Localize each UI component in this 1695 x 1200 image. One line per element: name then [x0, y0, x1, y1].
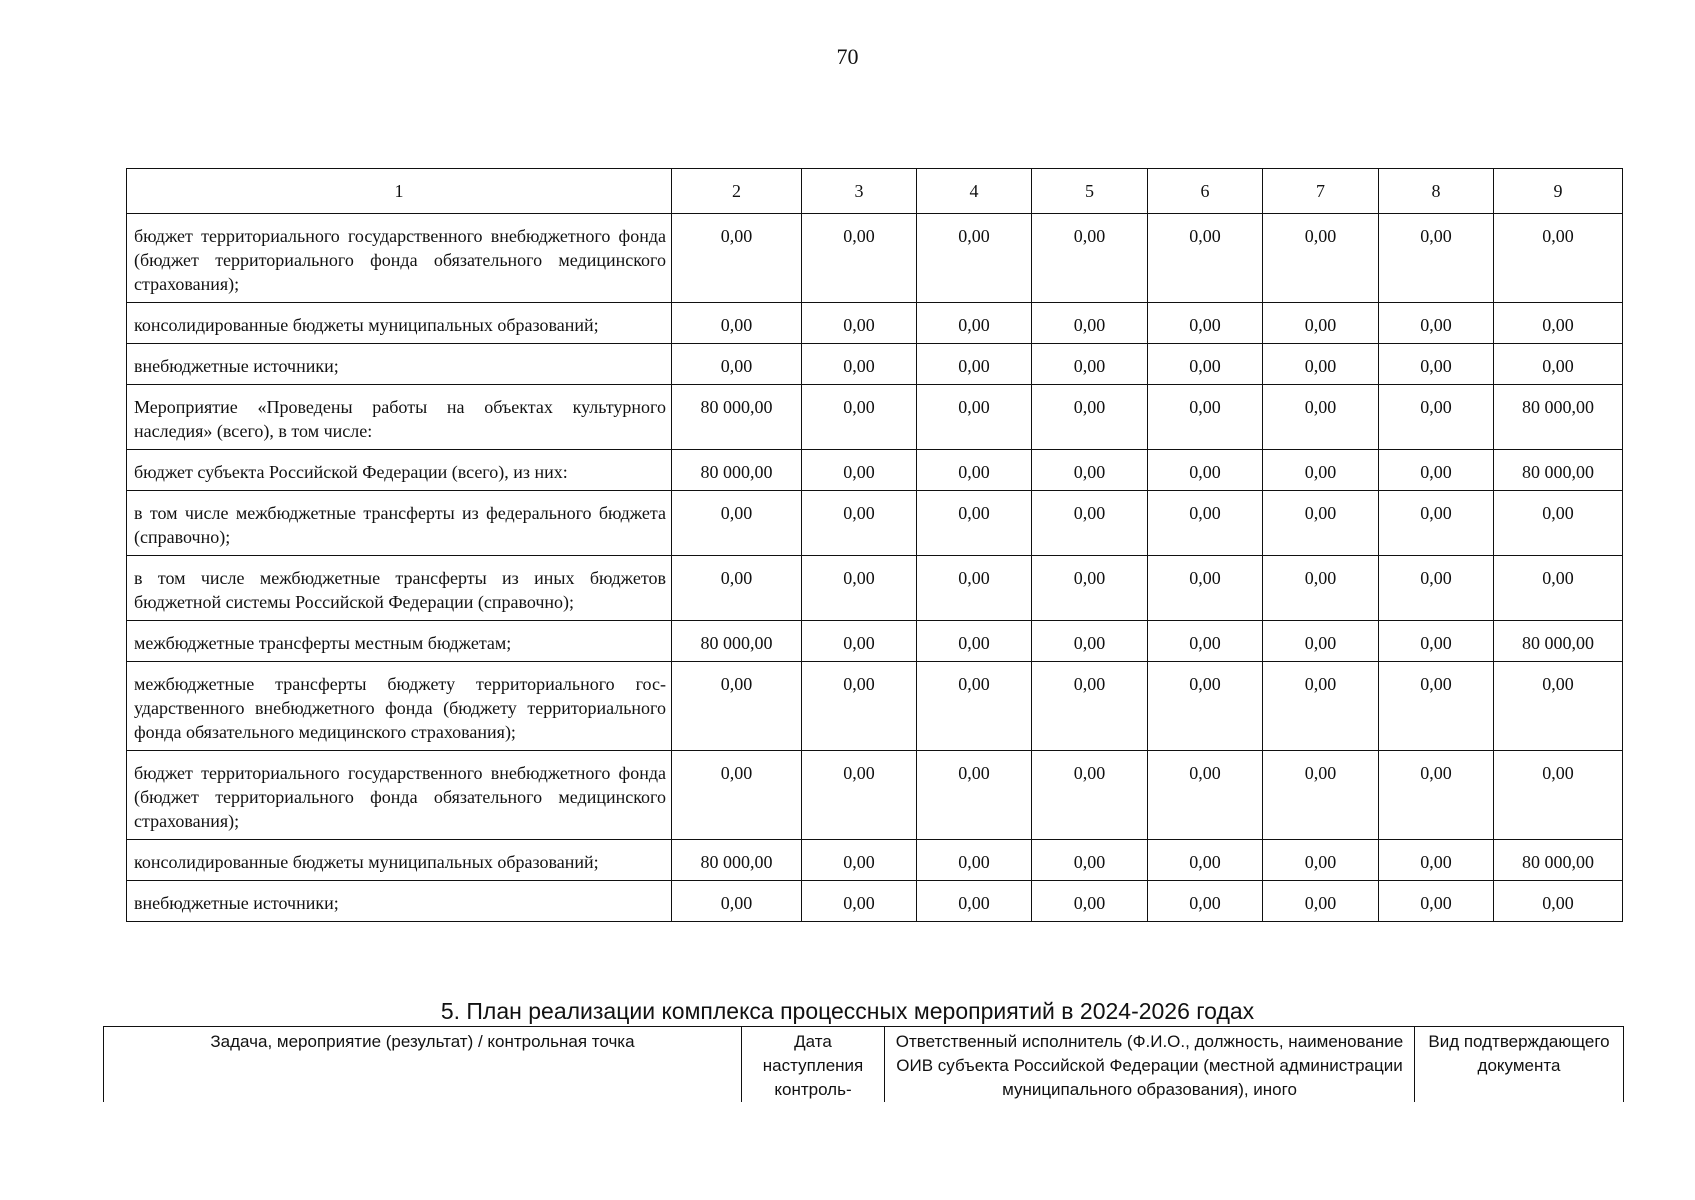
row-label: в том числе межбюджетные трансферты из федерального бюджета (справочно); — [127, 491, 672, 556]
value-cell: 0,00 — [1032, 344, 1148, 385]
value-cell: 0,00 — [1032, 621, 1148, 662]
value-cell: 0,00 — [1494, 344, 1623, 385]
row-label: Мероприятие «Проведены работы на объектах культурного наследия» (всего), в том числе: — [127, 385, 672, 450]
value-cell: 0,00 — [802, 621, 917, 662]
row-label: межбюджетные трансферты бюджету территориального государственного внебюджетного фонда (бюджету территориального фонда обязательного медицинского страхования); — [127, 662, 672, 751]
value-cell: 0,00 — [1379, 556, 1494, 621]
value-cell: 0,00 — [1263, 385, 1379, 450]
value-cell: 0,00 — [672, 556, 802, 621]
row-label: межбюджетные трансферты местным бюджетам; — [127, 621, 672, 662]
value-cell: 0,00 — [1032, 881, 1148, 922]
value-cell: 0,00 — [917, 385, 1032, 450]
section-title: 5. План реализации комплекса процессных мероприятий в 2024-2026 годах — [440, 998, 1255, 1024]
column-header: 8 — [1379, 169, 1494, 214]
value-cell: 0,00 — [1032, 491, 1148, 556]
value-cell: 0,00 — [1379, 344, 1494, 385]
table-row — [127, 344, 1623, 385]
value-cell: 0,00 — [672, 751, 802, 840]
budget-table — [126, 168, 1623, 922]
value-cell: 80 000,00 — [1494, 621, 1623, 662]
value-cell: 0,00 — [1148, 840, 1263, 881]
budget-table-body — [127, 214, 1623, 922]
row-label: консолидированные бюджеты муниципальных образований; — [127, 840, 672, 881]
value-cell: 0,00 — [1032, 450, 1148, 491]
value-cell: 0,00 — [1263, 840, 1379, 881]
value-cell: 0,00 — [1148, 621, 1263, 662]
table-row — [127, 214, 1623, 303]
table-row — [127, 662, 1623, 751]
value-cell: 0,00 — [1263, 621, 1379, 662]
table-row — [127, 303, 1623, 344]
plan-column-header: Дата наступления контроль- — [742, 1027, 885, 1103]
value-cell: 0,00 — [672, 881, 802, 922]
value-cell: 0,00 — [917, 881, 1032, 922]
value-cell: 0,00 — [1032, 556, 1148, 621]
value-cell: 0,00 — [672, 214, 802, 303]
value-cell: 0,00 — [672, 344, 802, 385]
table-row — [127, 840, 1623, 881]
value-cell: 80 000,00 — [1494, 385, 1623, 450]
table-row — [127, 556, 1623, 621]
column-header: 4 — [917, 169, 1032, 214]
value-cell: 0,00 — [1263, 751, 1379, 840]
row-label: бюджет субъекта Российской Федерации (всего), из них: — [127, 450, 672, 491]
value-cell: 0,00 — [1263, 556, 1379, 621]
value-cell: 0,00 — [802, 344, 917, 385]
value-cell: 80 000,00 — [1494, 840, 1623, 881]
value-cell: 0,00 — [1032, 751, 1148, 840]
value-cell: 0,00 — [1148, 303, 1263, 344]
table-row — [127, 491, 1623, 556]
column-header: 9 — [1494, 169, 1623, 214]
table-row — [127, 385, 1623, 450]
page-number: 70 — [836, 44, 859, 69]
budget-table-header-row — [127, 169, 1623, 214]
value-cell: 0,00 — [917, 751, 1032, 840]
row-label: бюджет территориального государственного внебюджетного фонда (бюджет территориального фонда обязательного медицинского страхования); — [127, 214, 672, 303]
value-cell: 0,00 — [1263, 881, 1379, 922]
value-cell: 0,00 — [802, 491, 917, 556]
row-label: в том числе межбюджетные трансферты из иных бюджетов бюджетной системы Российской Федерации (справочно); — [127, 556, 672, 621]
value-cell: 0,00 — [917, 556, 1032, 621]
value-cell: 0,00 — [1032, 385, 1148, 450]
value-cell: 0,00 — [1148, 491, 1263, 556]
value-cell: 0,00 — [1494, 881, 1623, 922]
plan-table — [103, 1026, 1624, 1102]
column-header: 3 — [802, 169, 917, 214]
value-cell: 0,00 — [1263, 303, 1379, 344]
value-cell: 0,00 — [1379, 621, 1494, 662]
value-cell: 0,00 — [1379, 840, 1494, 881]
value-cell: 0,00 — [1379, 303, 1494, 344]
column-header: 2 — [672, 169, 802, 214]
value-cell: 0,00 — [1494, 491, 1623, 556]
value-cell: 0,00 — [672, 303, 802, 344]
value-cell: 0,00 — [1379, 491, 1494, 556]
value-cell: 80 000,00 — [672, 621, 802, 662]
row-label: внебюджетные источники; — [127, 344, 672, 385]
value-cell: 0,00 — [802, 751, 917, 840]
value-cell: 0,00 — [802, 450, 917, 491]
plan-table-header-row — [104, 1027, 1624, 1103]
column-header: 1 — [127, 169, 672, 214]
value-cell: 0,00 — [1379, 662, 1494, 751]
value-cell: 0,00 — [1263, 662, 1379, 751]
value-cell: 0,00 — [1148, 214, 1263, 303]
value-cell: 0,00 — [1032, 303, 1148, 344]
value-cell: 0,00 — [1148, 556, 1263, 621]
value-cell: 0,00 — [1263, 491, 1379, 556]
value-cell: 0,00 — [802, 662, 917, 751]
column-header: 6 — [1148, 169, 1263, 214]
value-cell: 0,00 — [1494, 556, 1623, 621]
value-cell: 0,00 — [1379, 385, 1494, 450]
value-cell: 80 000,00 — [1494, 450, 1623, 491]
value-cell: 0,00 — [1148, 751, 1263, 840]
row-label: внебюджетные источники; — [127, 881, 672, 922]
value-cell: 0,00 — [917, 344, 1032, 385]
value-cell: 0,00 — [1032, 840, 1148, 881]
value-cell: 0,00 — [917, 450, 1032, 491]
value-cell: 0,00 — [917, 214, 1032, 303]
value-cell: 0,00 — [1263, 344, 1379, 385]
value-cell: 0,00 — [802, 881, 917, 922]
value-cell: 0,00 — [1148, 344, 1263, 385]
value-cell: 0,00 — [1148, 662, 1263, 751]
value-cell: 0,00 — [1148, 881, 1263, 922]
value-cell: 0,00 — [1148, 450, 1263, 491]
value-cell: 0,00 — [802, 556, 917, 621]
value-cell: 0,00 — [917, 303, 1032, 344]
value-cell: 0,00 — [1494, 303, 1623, 344]
value-cell: 0,00 — [1379, 881, 1494, 922]
table-row — [127, 751, 1623, 840]
value-cell: 0,00 — [1379, 214, 1494, 303]
value-cell: 0,00 — [917, 491, 1032, 556]
value-cell: 0,00 — [802, 840, 917, 881]
value-cell: 0,00 — [1494, 214, 1623, 303]
value-cell: 0,00 — [1379, 450, 1494, 491]
value-cell: 80 000,00 — [672, 840, 802, 881]
value-cell: 0,00 — [1494, 751, 1623, 840]
value-cell: 0,00 — [672, 662, 802, 751]
plan-column-header: Задача, мероприятие (результат) / контрольная точка — [104, 1027, 742, 1103]
value-cell: 0,00 — [1494, 662, 1623, 751]
value-cell: 80 000,00 — [672, 450, 802, 491]
table-row — [127, 621, 1623, 662]
value-cell: 0,00 — [1379, 751, 1494, 840]
value-cell: 0,00 — [802, 214, 917, 303]
column-header: 7 — [1263, 169, 1379, 214]
value-cell: 80 000,00 — [672, 385, 802, 450]
column-header: 5 — [1032, 169, 1148, 214]
value-cell: 0,00 — [1032, 662, 1148, 751]
value-cell: 0,00 — [802, 385, 917, 450]
value-cell: 0,00 — [917, 840, 1032, 881]
value-cell: 0,00 — [802, 303, 917, 344]
value-cell: 0,00 — [917, 662, 1032, 751]
table-row — [127, 881, 1623, 922]
plan-column-header: Вид подтверждающего документа — [1415, 1027, 1624, 1103]
value-cell: 0,00 — [1263, 450, 1379, 491]
row-label: консолидированные бюджеты муниципальных образований; — [127, 303, 672, 344]
value-cell: 0,00 — [1148, 385, 1263, 450]
value-cell: 0,00 — [1263, 214, 1379, 303]
value-cell: 0,00 — [672, 491, 802, 556]
value-cell: 0,00 — [917, 621, 1032, 662]
row-label: бюджет территориального государственного внебюджетного фонда (бюджет территориального фонда обязательного медицинского страхования); — [127, 751, 672, 840]
table-row — [127, 450, 1623, 491]
plan-column-header: Ответственный исполнитель (Ф.И.О., должность, наименование ОИВ субъекта Российской Федерации (местной администрации муниципального образования), иного — [885, 1027, 1415, 1103]
value-cell: 0,00 — [1032, 214, 1148, 303]
